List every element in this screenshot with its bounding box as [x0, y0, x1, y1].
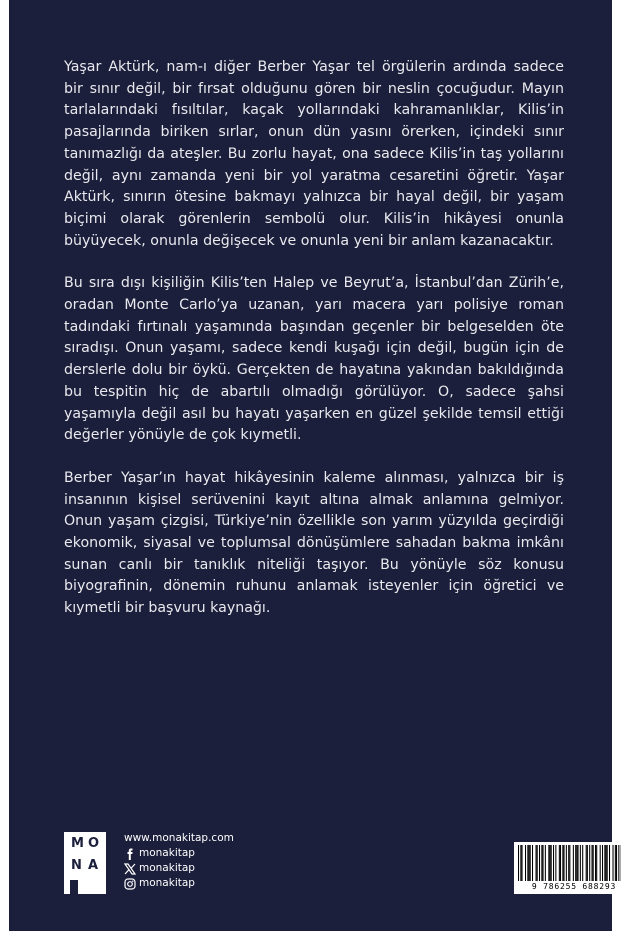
barcode-bar [569, 845, 570, 881]
x-icon [124, 863, 136, 875]
barcode-bar [548, 845, 549, 881]
barcode-bar [551, 845, 552, 881]
barcode-bar [609, 845, 610, 881]
blurb-text [64, 57, 564, 641]
facebook-icon [124, 848, 136, 860]
publisher-contacts [124, 831, 234, 891]
barcode-bar [589, 845, 590, 881]
barcode-bar [532, 845, 533, 881]
blurb-paragraph-3: Berber Yaşar’ın hayat hikâyesinin kaleme alınması, yalnızca bir iş insanının kişisel serüvenini kayıt altına almak anlamına gelmiyor. Onun yaşam çizgisi, Türkiye’nin özellikle son yarım yüzyılda geçirdiği ekonomik, siyasal ve toplumsal dönüşümlere sahadan bakma imkânı sunan canlı bir tanıklık niteliği taşıyor. Bu yönüyle söz konusu biyografinin, dönemin ruhunu anlamak isteyenler için öğretici ve kıymetli bir başvuru kaynağı. [64, 469, 564, 617]
barcode-bar [600, 845, 601, 881]
x-row [124, 861, 234, 876]
barcode-bar [575, 845, 576, 881]
barcode-bar [596, 845, 597, 881]
barcode-bar [553, 845, 554, 881]
logo-letter-m: M [71, 836, 84, 851]
isbn-barcode [514, 842, 621, 894]
facebook-row [124, 846, 234, 861]
barcode-bar [564, 845, 565, 881]
barcode-bar [550, 845, 551, 881]
barcode-bar [522, 845, 523, 881]
barcode-bar [536, 845, 537, 881]
barcode-bar [618, 845, 619, 881]
barcode-bar [541, 845, 542, 881]
website-row [124, 831, 234, 846]
logo-letter-o: O [88, 836, 100, 851]
barcode-bar [555, 845, 556, 881]
barcode-bar [537, 845, 538, 881]
barcode-bar [573, 845, 574, 881]
barcode-bar [616, 845, 617, 881]
barcode-bar [562, 845, 563, 881]
barcode-bar [604, 845, 605, 881]
back-cover [9, 0, 617, 931]
barcode-bar [529, 845, 530, 881]
blurb-paragraph-1: Yaşar Aktürk, nam-ı diğer Berber Yaşar tel örgülerin ardında sadece bir sınır değil, bir fırsat olduğunu gören bir neslin çocuğudur. Mayın tarlalarındaki fısıltılar, kaçak yollarındaki kahramanlıklar, Kilis’in pasajlarında biriken sırlar, onun dün yasını örerken, içindeki sınır tanımazlığı da ateşler. Bu zorlu hayat, ona sadece Kilis’in taş yollarını değil, aynı zamanda yeni bir yol yaratma cesaretini öğretir. Yaşar Aktürk, sınırın ötesine bakmayı yalnızca bir hayal değil, bir yaşam biçimi olarak görenlerin sembolü olur. Kilis’in hikâyesi onunla büyüyecek, onunla değişecek ve onunla yeni bir anlam kazanacaktır. [64, 59, 564, 249]
barcode-bar [593, 845, 594, 881]
barcode-bar [530, 845, 531, 881]
barcode-bar [613, 845, 614, 881]
barcode-bar [560, 845, 561, 881]
instagram-row [124, 876, 234, 891]
logo-letter-a: A [88, 858, 99, 873]
barcode-bar [592, 845, 593, 881]
blurb-paragraph-2: Bu sıra dışı kişiliğin Kilis’ten Halep ve Beyrut’a, İstanbul’dan Zürih’e, oradan Monte Carlo’ya uzanan, yarı macera yarı polisiye roman tadındaki fırtınalı yaşamında başından geçenler bir belgeselden öte sıradışı. Onun yaşamı, sadece kendi kuşağı için değil, bugün için de derslerle dolu bir öykü. Gerçekten de hayatına yakından bakıldığında bu tespitin hiç de abartılı olmadığı görülüyor. O, sadece şahsi yaşamıyla değil asıl bu hayatı yaşarken en güzel şekilde temsil ettiği değerler yönüyle de çok kıymetli. [64, 275, 564, 444]
barcode-bar [566, 845, 567, 881]
barcode-bar [543, 845, 544, 881]
barcode-bar [568, 845, 569, 881]
barcode-bar [587, 845, 588, 881]
publisher-footer [64, 832, 617, 894]
barcode-bar [578, 845, 579, 881]
barcode-bar [602, 845, 603, 881]
barcode-bar [520, 845, 521, 881]
isbn-number: 9 786255 688293 [531, 882, 617, 891]
barcode-bar [595, 845, 596, 881]
facebook-handle[interactable]: monakitap [139, 847, 195, 859]
mona-logo [64, 832, 106, 894]
barcode-bar [615, 845, 616, 881]
barcode-bar [586, 845, 587, 881]
barcode-bar [607, 845, 608, 881]
instagram-icon [124, 878, 136, 890]
barcode-bars [518, 845, 621, 881]
barcode-bar [606, 845, 607, 881]
barcode-bar [576, 845, 577, 881]
barcode-bar [580, 845, 581, 881]
barcode-bar [518, 845, 519, 881]
website-link[interactable]: www.monakitap.com [124, 832, 234, 844]
logo-letter-n: N [71, 858, 82, 873]
barcode-bar [525, 845, 526, 881]
barcode-bar [582, 845, 583, 881]
barcode-bar [527, 845, 528, 881]
barcode-bar [539, 845, 540, 881]
logo-ribbon [70, 880, 78, 894]
barcode-bar [559, 845, 560, 881]
instagram-handle[interactable]: monakitap [139, 877, 195, 889]
x-handle[interactable]: monakitap [139, 862, 195, 874]
barcode-bar [545, 845, 546, 881]
